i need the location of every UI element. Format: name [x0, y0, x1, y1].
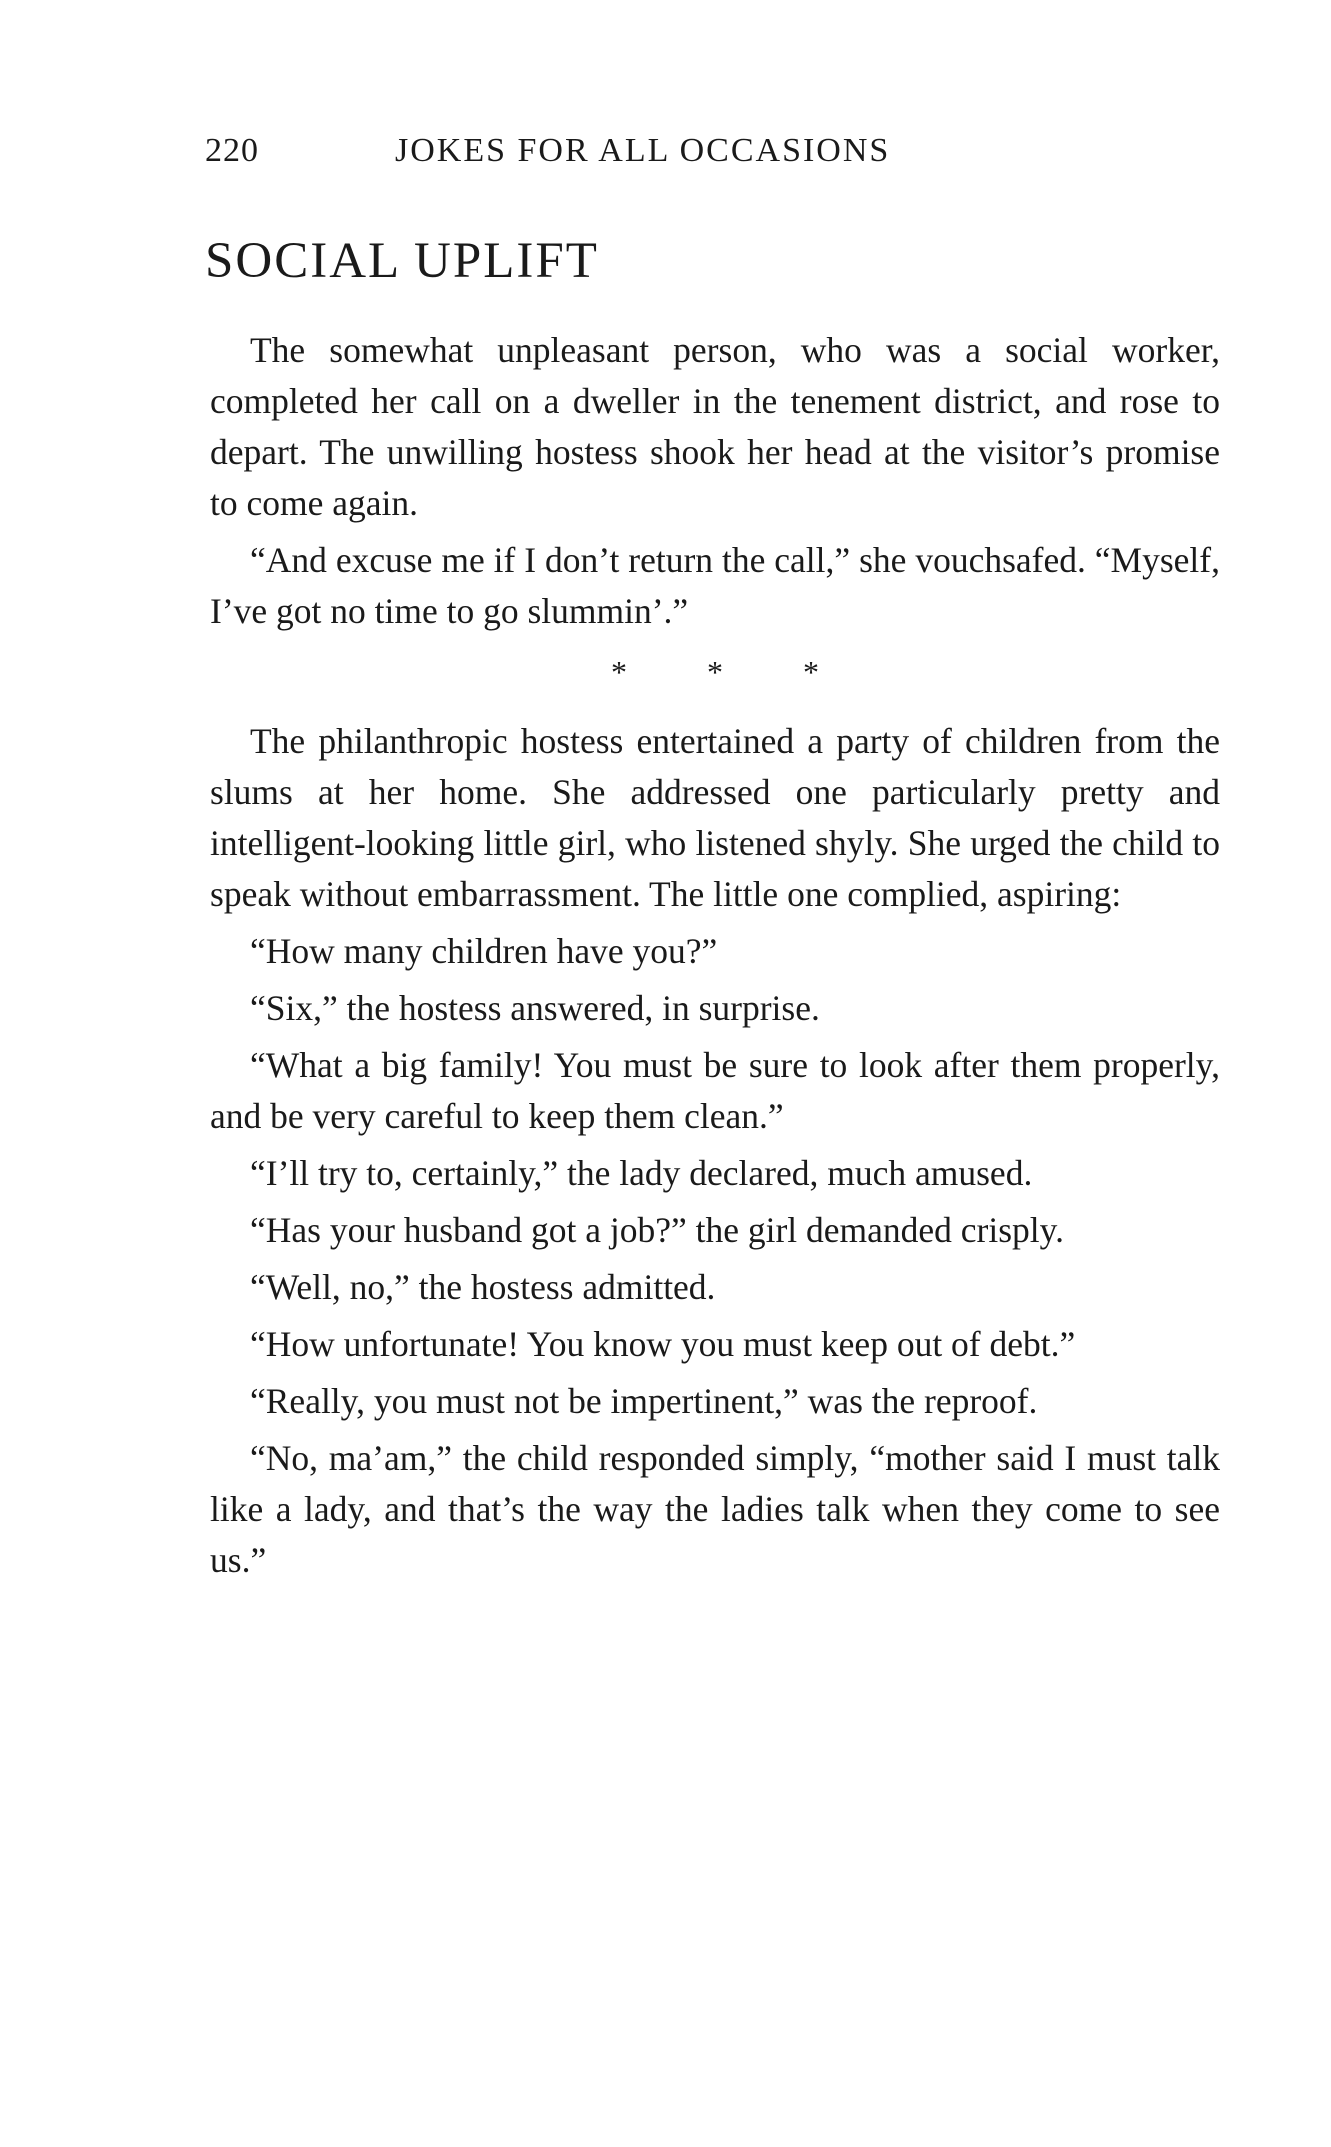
page-number: 220 — [205, 132, 259, 169]
section-title: SOCIAL UPLIFT — [205, 233, 599, 289]
paragraph: “How unfortunate! You know you must keep out of debt.” — [250, 1324, 1076, 1364]
paragraph: “What a big family! You must be sure to look after them properly, and be very careful to keep them clean.” — [210, 1045, 1220, 1136]
paragraph: “Really, you must not be impertinent,” was the reproof. — [250, 1381, 1038, 1421]
paragraph: “How many children have you?” — [250, 931, 718, 971]
paragraph: “Six,” the hostess answered, in surprise. — [250, 988, 820, 1028]
paragraph: “No, ma’am,” the child responded simply, “mother said I must talk like a lady, and that’s the way the ladies talk when they come to see us.” — [210, 1438, 1220, 1580]
paragraph: The somewhat unpleasant person, who was a social worker, completed her call on a dweller in the tenement district, and rose to depart. The unwilling hostess shook her head at the visitor’s promise to come again. — [210, 330, 1220, 523]
paragraph: “Has your husband got a job?” the girl demanded crisply. — [250, 1210, 1064, 1250]
paragraph: “Well, no,” the hostess admitted. — [250, 1267, 716, 1307]
paragraph: “And excuse me if I don’t return the call,” she vouchsafed. “Myself, I’ve got no time to go slummin’.” — [210, 540, 1220, 631]
paragraph: The philanthropic hostess entertained a party of children from the slums at her home. She addressed one particularly pretty and intelligent-looking little girl, who listened shyly. She urged the child to speak without embarrassment. The little one complied, aspiring: — [210, 721, 1220, 914]
paragraph: “I’ll try to, certainly,” the lady declared, much amused. — [250, 1153, 1033, 1193]
running-head — [205, 132, 1025, 170]
page-body — [210, 325, 1220, 1592]
book-title: JOKES FOR ALL OCCASIONS — [395, 132, 891, 169]
section-divider: * * * — [611, 654, 855, 690]
